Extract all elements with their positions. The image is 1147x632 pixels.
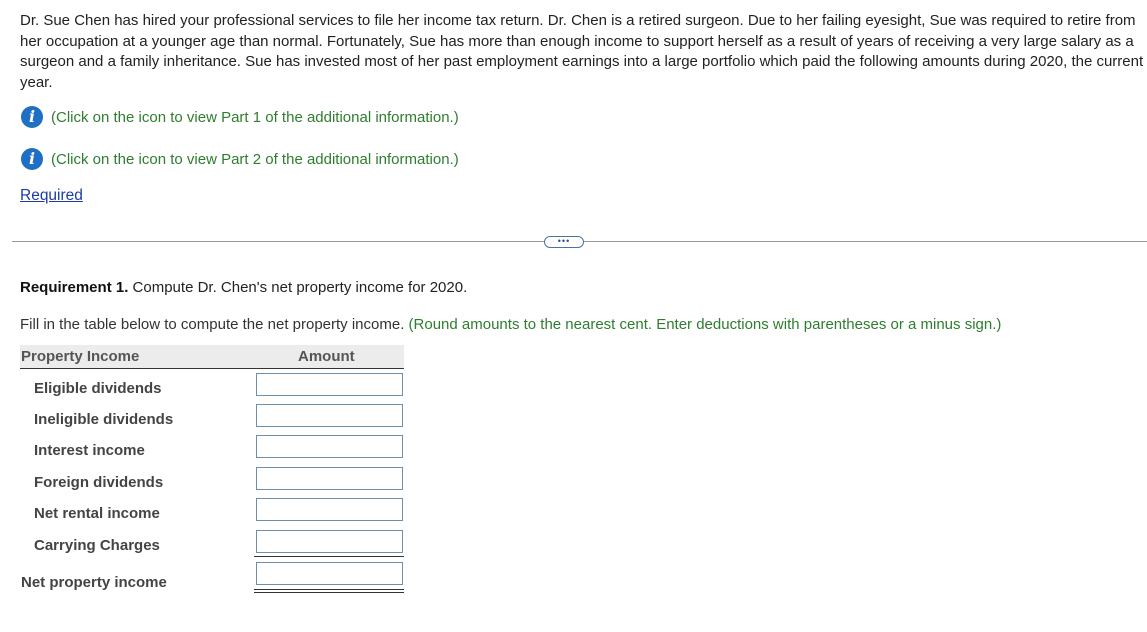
carrying-charges-input[interactable] bbox=[256, 530, 403, 553]
more-options-button[interactable]: ••• bbox=[544, 236, 584, 248]
info-icon[interactable]: i bbox=[21, 148, 43, 170]
required-link[interactable]: Required bbox=[20, 187, 83, 204]
row-label-foreign-dividends: Foreign dividends bbox=[34, 474, 164, 491]
requirement-label: Requirement 1. bbox=[20, 279, 129, 296]
info-part1[interactable] bbox=[21, 105, 459, 129]
info-part1-text[interactable]: (Click on the icon to view Part 1 of the additional information.) bbox=[51, 108, 459, 126]
header-amount: Amount bbox=[298, 348, 355, 365]
total-double-line-top bbox=[254, 589, 404, 590]
row-label-carrying-charges: Carrying Charges bbox=[34, 537, 160, 554]
net-property-income-input[interactable] bbox=[256, 562, 403, 585]
instruction-text bbox=[20, 316, 1001, 333]
instruction-main: Fill in the table below to compute the net property income. bbox=[20, 316, 409, 333]
instruction-note: (Round amounts to the nearest cent. Enter deductions with parentheses or a minus sign.) bbox=[408, 316, 1002, 333]
problem-intro: Dr. Sue Chen has hired your professional services to file her income tax return. Dr. Chen is a retired surgeon. Due to her failing eyesight, Sue was required to retire from her occupation at a younger age than normal. Fortunately, Sue has more than enough income to support herself as a result of years of receiving a very large salary as a surgeon and a family inheritance. Sue has invested most of her past employment earnings into a large portfolio which paid the following amounts during 2020, the current year. bbox=[20, 12, 1144, 91]
row-label-eligible-dividends: Eligible dividends bbox=[34, 380, 162, 397]
foreign-dividends-input[interactable] bbox=[256, 467, 403, 490]
table-header bbox=[20, 345, 404, 369]
row-label-net-rental-income: Net rental income bbox=[34, 505, 160, 522]
row-label-interest-income: Interest income bbox=[34, 442, 145, 459]
info-part2[interactable] bbox=[21, 147, 459, 171]
row-label-ineligible-dividends: Ineligible dividends bbox=[34, 411, 174, 428]
net-rental-income-input[interactable] bbox=[256, 498, 403, 521]
eligible-dividends-input[interactable] bbox=[256, 373, 403, 396]
total-double-line-bottom bbox=[254, 592, 404, 593]
requirement-heading bbox=[20, 279, 467, 296]
requirement-text: Compute Dr. Chen's net property income for 2020. bbox=[128, 279, 468, 296]
row-label-net-property-income: Net property income bbox=[21, 574, 167, 591]
ineligible-dividends-input[interactable] bbox=[256, 404, 403, 427]
subtotal-line bbox=[254, 556, 404, 557]
header-property-income: Property Income bbox=[21, 348, 140, 365]
interest-income-input[interactable] bbox=[256, 435, 403, 458]
info-icon[interactable]: i bbox=[21, 106, 43, 128]
info-part2-text[interactable]: (Click on the icon to view Part 2 of the additional information.) bbox=[51, 150, 459, 168]
